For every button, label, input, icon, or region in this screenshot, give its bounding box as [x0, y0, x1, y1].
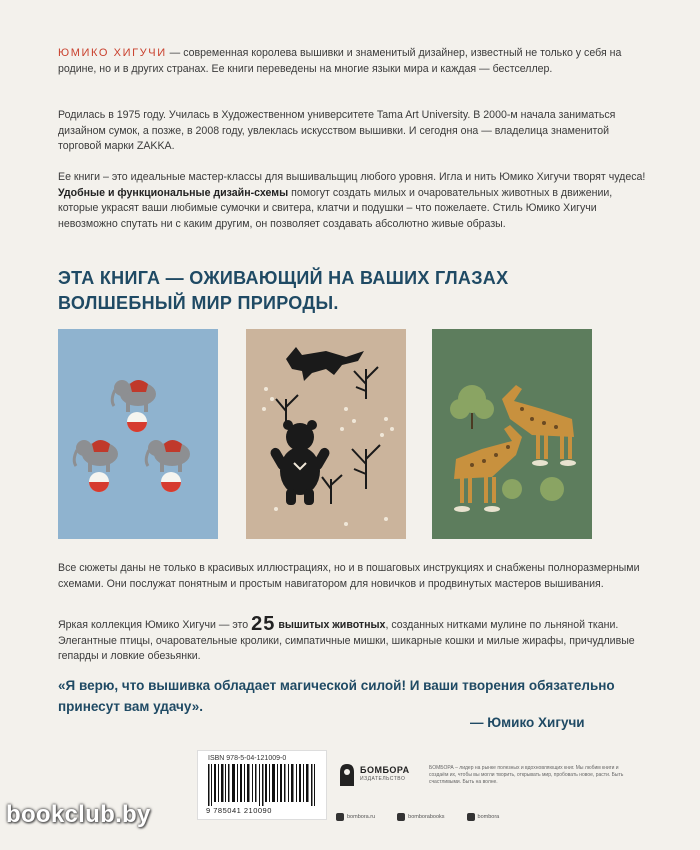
collection-highlight: вышитых животных — [278, 619, 386, 631]
social-link[interactable] — [397, 813, 444, 821]
publisher-name: БОМБОРА — [360, 765, 410, 775]
animal-count: 25 — [251, 613, 276, 635]
fox-figure — [286, 347, 364, 381]
social-label: bomborabooks — [408, 814, 445, 820]
books-text-end: помогут создать милых и очаровательных животных в движении, которые украсят ваши любимые сумочки и свитера, клатчи и подушки – что пожелаете. Стиль Юмико Хигучи невозможно спутать ни с каким другим, он позволяет создавать абсолютно живые образы. — [58, 186, 613, 230]
bear-figure — [269, 420, 332, 505]
author-quote: «Я верю, что вышивка обладает магической силой! И ваши творения обязательно принесут вам удачу». — [58, 678, 615, 714]
elephant-figure — [146, 440, 190, 492]
instructions-paragraph: Все сюжеты даны не только в красивых иллюстрациях, но и в пошаговых инструкциях и снабжены полноразмерными схемами. Они послужат понятным и простым навигатором для новичков и продвинутых мастеров вышивания. — [58, 562, 640, 590]
publisher-subtitle: ИЗДАТЕЛЬСТВО — [360, 776, 406, 782]
barcode-number: 9 785041 210090 — [206, 806, 272, 815]
headline-line-2: ВОЛШЕБНЫЙ МИР ПРИРОДЫ. — [58, 293, 339, 313]
biography-paragraph: Родилась в 1975 году. Училась в Художественном университете Tama Art University. В 2000-м начала заниматься дизайном сумок, а позже, в 2008 году, увлеклась искусством вышивки. И сегодня она — владелица знаменитой торговой марки ZAKKA. — [58, 109, 616, 152]
publisher-description: БОМБОРА – лидер на рынке полезных и вдохновляющих книг. Мы любим книги и создаём их, чтобы вы могли творить, открывать мир, пробовать новое, расти. Быть счастливыми. Быть на волне. — [429, 765, 624, 785]
social-link[interactable] — [467, 813, 500, 821]
social-label: bombora.ru — [347, 814, 376, 820]
barcode-graphic — [208, 764, 316, 806]
author-name: ЮМИКО ХИГУЧИ — [58, 47, 167, 59]
social-icon — [336, 813, 344, 821]
books-text-start: Ее книги – это идеальные мастер-классы для вышивальщиц любого уровня. Игла и нить Юмико Хигучи творят чудеса! — [58, 171, 646, 183]
collection-text-end: , созданных нитками мулине по льняной ткани. Элегантные птицы, очаровательные кролики, симпатичные мишки, шикарные кошки и милые жирафы, причудливые гепарды и ловкие обезьянки. — [58, 619, 635, 662]
books-description-paragraph — [58, 170, 648, 232]
author-intro-paragraph — [58, 46, 648, 77]
barcode-area — [197, 750, 327, 820]
social-icon — [467, 813, 475, 821]
social-link[interactable] — [336, 813, 375, 821]
forest-animals-embroidery-photo — [246, 329, 406, 539]
elephants-embroidery-photo — [58, 329, 218, 539]
headline — [58, 266, 618, 316]
collection-text-start: Яркая коллекция Юмико Хигучи — это — [58, 619, 252, 631]
isbn-label: ISBN 978-5-04-121009-0 — [208, 755, 287, 762]
quote-signature: — Юмико Хигучи — [470, 715, 585, 730]
social-icon — [397, 813, 405, 821]
publisher-logo — [336, 762, 414, 788]
headline-line-1: ЭТА КНИГА — ОЖИВАЮЩИЙ НА ВАШИХ ГЛАЗАХ — [58, 268, 509, 288]
social-label: bombora — [477, 814, 500, 820]
publisher-logo-icon — [336, 762, 358, 788]
intro-text: — современная королева вышивки и знаменитый дизайнер, известный не только у себя на родине, но и в других странах. Ее книги переведены на многие языки мира и каждая — бестселлер. — [58, 47, 622, 75]
books-highlight: Удобные и функциональные дизайн-схемы — [58, 186, 289, 199]
giraffes-embroidery-photo — [432, 329, 592, 539]
elephant-figure — [74, 440, 118, 492]
collection-paragraph — [58, 613, 648, 665]
site-watermark: bookclub.by — [6, 801, 151, 828]
social-links — [336, 810, 666, 824]
elephant-figure — [112, 380, 156, 432]
